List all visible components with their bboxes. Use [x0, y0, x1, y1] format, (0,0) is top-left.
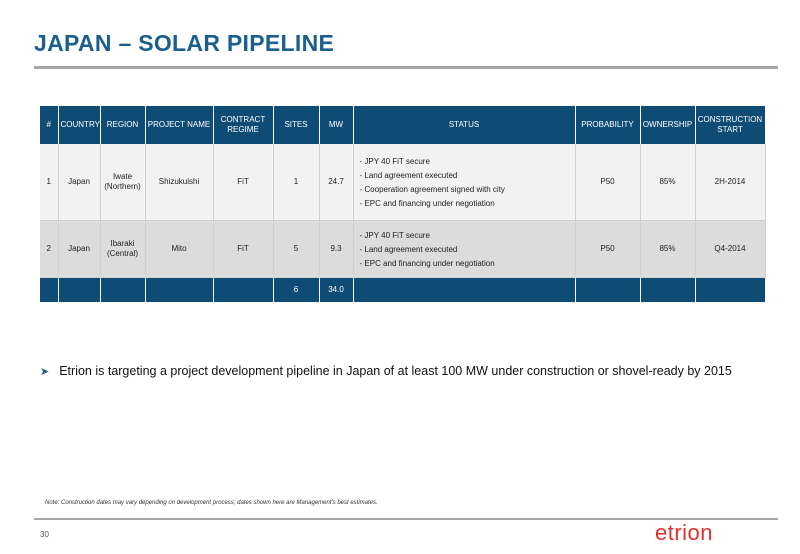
status-list — [356, 230, 573, 269]
cell-country: Japan — [58, 221, 100, 278]
total-sites: 6 — [273, 278, 319, 303]
status-item: - Land agreement executed — [360, 170, 573, 181]
status-item: - EPC and financing under negotiation — [360, 258, 573, 269]
col-header-ownership: OWNERSHIP — [640, 106, 695, 144]
cell-probability: P50 — [575, 221, 640, 278]
page-title: JAPAN – SOLAR PIPELINE — [34, 30, 335, 56]
col-header-regime: CONTRACT REGIME — [213, 106, 273, 144]
title-divider — [34, 66, 778, 69]
status-item: - Cooperation agreement signed with city — [360, 184, 573, 195]
total-cell-empty — [145, 278, 213, 303]
key-message-text: Etrion is targeting a project development pipeline in Japan of at least 100 MW under construction or shovel-ready by 2015 — [59, 364, 732, 378]
col-header-country: COUNTRY — [58, 106, 100, 144]
cell-region: Ibaraki (Central) — [100, 221, 145, 278]
cell-mw: 24.7 — [319, 144, 353, 221]
cell-project: Shizukuishi — [145, 144, 213, 221]
total-cell-empty — [58, 278, 100, 303]
cell-project: Mito — [145, 221, 213, 278]
col-header-number: # — [40, 106, 58, 144]
cell-status — [353, 221, 575, 278]
total-cell-empty — [100, 278, 145, 303]
cell-construction-start: 2H-2014 — [695, 144, 765, 221]
page-number: 30 — [40, 530, 49, 539]
cell-ownership: 85% — [640, 144, 695, 221]
pipeline-table — [40, 106, 766, 302]
cell-construction-start: Q4-2014 — [695, 221, 765, 278]
col-header-project: PROJECT NAME — [145, 106, 213, 144]
table-row — [40, 144, 765, 221]
total-cell-empty — [213, 278, 273, 303]
total-mw: 34.0 — [319, 278, 353, 303]
cell-country: Japan — [58, 144, 100, 221]
table-row — [40, 221, 765, 278]
etrion-logo: etrion — [655, 520, 714, 545]
status-item: - JPY 40 FiT secure — [360, 156, 573, 167]
total-cell-empty — [40, 278, 58, 303]
cell-number: 1 — [40, 144, 58, 221]
status-item: - JPY 40 FiT secure — [360, 230, 573, 241]
total-cell-empty — [353, 278, 575, 303]
cell-status — [353, 144, 575, 221]
key-message — [40, 364, 732, 378]
col-header-region: REGION — [100, 106, 145, 144]
cell-number: 2 — [40, 221, 58, 278]
col-header-construction-start: CONSTRUCTION START — [695, 106, 765, 144]
status-list — [356, 156, 573, 209]
status-item: - Land agreement executed — [360, 244, 573, 255]
total-cell-empty — [575, 278, 640, 303]
cell-region: Iwate (Northern) — [100, 144, 145, 221]
cell-probability: P50 — [575, 144, 640, 221]
arrow-bullet-icon: ➤ — [40, 366, 50, 378]
total-row — [40, 278, 765, 303]
table-header-row — [40, 106, 765, 144]
total-cell-empty — [695, 278, 765, 303]
col-header-status: STATUS — [353, 106, 575, 144]
total-cell-empty — [640, 278, 695, 303]
footnote: Note: Construction dates may vary depending on development process; dates shown here are Management's best estimates. — [45, 500, 378, 506]
status-item: - EPC and financing under negotiation — [360, 198, 573, 209]
col-header-probability: PROBABILITY — [575, 106, 640, 144]
cell-mw: 9.3 — [319, 221, 353, 278]
cell-sites: 5 — [273, 221, 319, 278]
col-header-sites: SITES — [273, 106, 319, 144]
cell-regime: FiT — [213, 144, 273, 221]
cell-regime: FiT — [213, 221, 273, 278]
cell-sites: 1 — [273, 144, 319, 221]
cell-ownership: 85% — [640, 221, 695, 278]
col-header-mw: MW — [319, 106, 353, 144]
